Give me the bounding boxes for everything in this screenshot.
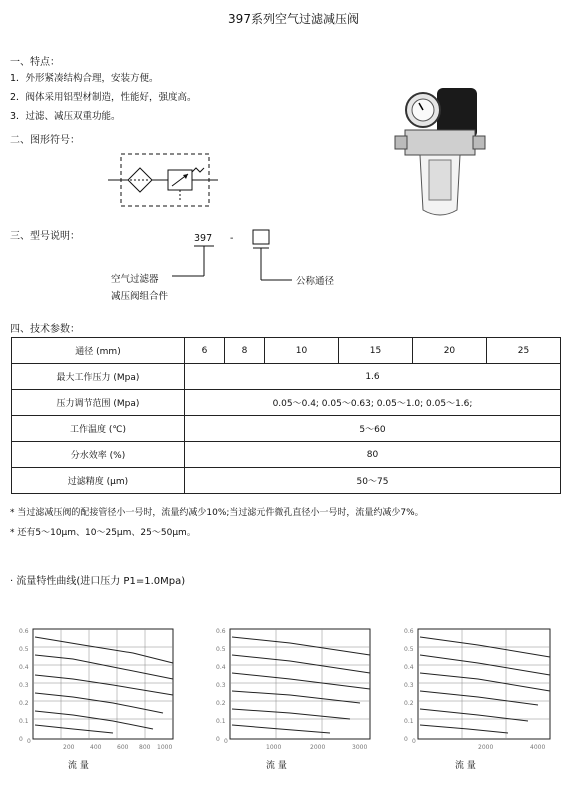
table-row [12,468,561,494]
x-tick: 2000 [310,744,326,751]
model-label-filter: 空气过滤器 [111,274,159,285]
section4-heading: 四、技术参数： [10,324,80,335]
row-value: 80 [185,442,561,468]
x-tick: 0 [224,738,228,745]
y-tick: 0.2 [19,700,29,707]
y-tick: 0.4 [404,664,414,671]
y-tick: 0.6 [216,628,226,635]
size-cell: 25 [486,338,560,364]
note-1: * 当过滤减压阀的配接管径小一号时，流量约减少10%;当过滤元件微孔直径小一号时，流量约减少7%。 [10,508,424,518]
section1-heading: 一、特点： [10,57,60,68]
y-tick: 0.6 [19,628,29,635]
chart3-xlabel: 流 量 [455,761,476,771]
table-header-label: 通径 (mm) [12,338,185,364]
model-prefix: 397 [194,233,213,244]
y-tick: 0.1 [19,718,29,725]
flow-chart-2 [210,625,375,755]
x-tick: 0 [27,738,31,745]
y-tick: 0 [19,736,23,743]
y-tick: 0.4 [19,664,29,671]
row-label: 压力调节范围 (Mpa) [12,390,185,416]
curves-heading: · 流量特性曲线(进口压力 P1=1.0Mpa) [10,576,186,587]
y-tick: 0.5 [19,646,29,653]
feature-item-1: 1．外形紧凑结构合理，安装方便。 [10,73,159,84]
y-tick: 0.5 [216,646,226,653]
spec-table [11,337,561,494]
x-tick: 1000 [266,744,282,751]
y-tick: 0.3 [216,682,226,689]
size-cell: 15 [338,338,412,364]
y-tick: 0.6 [404,628,414,635]
page-title: 397系列空气过滤减压阀 [228,12,359,26]
row-label: 分水效率 (%) [12,442,185,468]
table-row [12,442,561,468]
table-row [12,416,561,442]
feature-item-2: 2．阀体采用铝型材制造，性能好，强度高。 [10,92,197,103]
chart2-xlabel: 流 量 [266,761,287,771]
flow-chart-1 [13,625,178,755]
y-tick: 0.3 [404,682,414,689]
x-tick: 3000 [352,744,368,751]
model-dash: - [230,233,234,244]
x-tick: 1000 [157,744,173,751]
x-tick: 4000 [530,744,546,751]
x-tick: 600 [117,744,129,751]
y-tick: 0 [404,736,408,743]
product-photo [385,78,510,223]
size-cell: 8 [225,338,265,364]
row-value: 5～60 [185,416,561,442]
chart1-xlabel: 流 量 [68,761,89,771]
row-label: 工作温度 (℃) [12,416,185,442]
y-tick: 0.1 [404,718,414,725]
section3-heading: 三、型号说明： [10,231,80,242]
model-label-valve: 减压阀组合件 [111,291,169,302]
x-tick: 800 [139,744,151,751]
size-cell: 10 [265,338,339,364]
table-row [12,364,561,390]
row-label: 过滤精度 (μm) [12,468,185,494]
x-tick: 2000 [478,744,494,751]
table-row [12,390,561,416]
flow-chart-3 [398,625,558,755]
x-tick: 0 [412,738,416,745]
section2-heading: 二、图形符号： [10,135,80,146]
feature-item-3: 3．过滤、减压双重功能。 [10,111,121,122]
model-label-size: 公称通径 [296,276,335,287]
note-2: * 还有5～10μm、10～25μm、25～50μm。 [10,528,196,538]
row-value: 50～75 [185,468,561,494]
size-cell: 6 [185,338,225,364]
graphic-symbol-diagram [108,150,218,210]
y-tick: 0.5 [404,646,414,653]
y-tick: 0.2 [216,700,226,707]
row-value: 1.6 [185,364,561,390]
row-value: 0.05～0.4; 0.05～0.63; 0.05～1.0; 0.05～1.6; [185,390,561,416]
y-tick: 0.3 [19,682,29,689]
y-tick: 0 [216,736,220,743]
x-tick: 400 [90,744,102,751]
y-tick: 0.2 [404,700,414,707]
size-cell: 20 [412,338,486,364]
y-tick: 0.1 [216,718,226,725]
row-label: 最大工作压力 (Mpa) [12,364,185,390]
y-tick: 0.4 [216,664,226,671]
table-header-row [12,338,561,364]
x-tick: 200 [63,744,75,751]
